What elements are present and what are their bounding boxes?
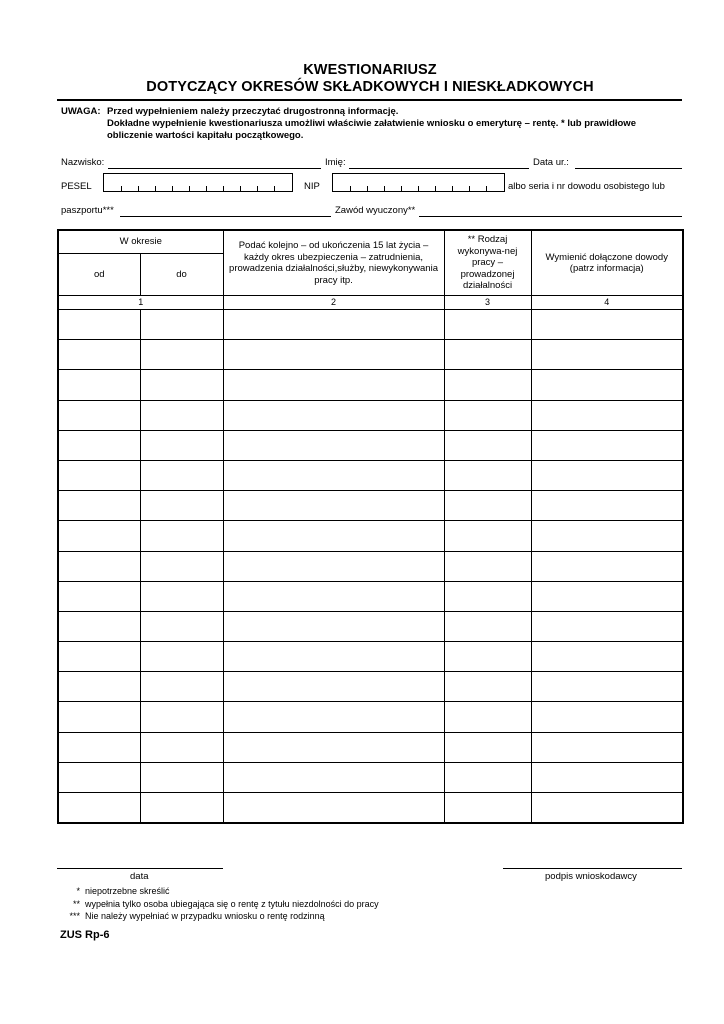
passport-field[interactable]: [120, 216, 331, 217]
work-type-cell[interactable]: [444, 430, 531, 460]
table-row: [58, 551, 683, 581]
documents-cell[interactable]: [531, 611, 683, 641]
nip-digit-tick: [452, 186, 453, 191]
pesel-digit-tick: [274, 186, 275, 191]
documents-header: Wymienić dołączone dowody (patrz informacja): [531, 230, 683, 296]
to-cell[interactable]: [140, 370, 223, 400]
description-cell[interactable]: [223, 702, 444, 732]
table-row: [58, 732, 683, 762]
signature-label: podpis wnioskodawcy: [545, 871, 637, 882]
from-cell[interactable]: [58, 521, 140, 551]
documents-cell[interactable]: [531, 400, 683, 430]
pesel-digit-tick: [257, 186, 258, 191]
work-type-cell[interactable]: [444, 491, 531, 521]
table-row: [58, 400, 683, 430]
nip-digit-tick: [486, 186, 487, 191]
from-cell[interactable]: [58, 370, 140, 400]
documents-cell[interactable]: [531, 642, 683, 672]
documents-cell[interactable]: [531, 793, 683, 824]
profession-field[interactable]: [419, 216, 682, 217]
work-type-cell[interactable]: [444, 642, 531, 672]
pesel-digit-tick: [240, 186, 241, 191]
from-cell[interactable]: [58, 762, 140, 792]
nip-label: NIP: [304, 181, 320, 192]
documents-cell[interactable]: [531, 551, 683, 581]
table-row: [58, 521, 683, 551]
nip-field[interactable]: [332, 173, 505, 192]
table-row: [58, 370, 683, 400]
pesel-digit-tick: [138, 186, 139, 191]
footnote-mark: **: [72, 899, 80, 909]
nip-digit-tick: [435, 186, 436, 191]
table-row: [58, 611, 683, 641]
from-cell[interactable]: [58, 551, 140, 581]
documents-cell[interactable]: [531, 732, 683, 762]
birth-date-field[interactable]: [575, 168, 682, 169]
form-title-line1: KWESTIONARIUSZ: [303, 62, 437, 78]
from-cell[interactable]: [58, 702, 140, 732]
work-type-cell[interactable]: [444, 551, 531, 581]
from-cell[interactable]: [58, 430, 140, 460]
work-type-cell[interactable]: [444, 762, 531, 792]
pesel-digit-tick: [189, 186, 190, 191]
to-cell[interactable]: [140, 732, 223, 762]
nip-digit-tick: [418, 186, 419, 191]
column-number: 4: [531, 296, 683, 310]
to-cell[interactable]: [140, 460, 223, 490]
description-cell[interactable]: [223, 430, 444, 460]
warning-line2: Dokładne wypełnienie kwestionariusza umożliwi właściwie załatwienie wniosku o emeryturę – rentę. * lub prawidłowe: [107, 118, 636, 129]
first-name-field[interactable]: [349, 168, 529, 169]
column-number: 1: [58, 296, 223, 310]
to-cell[interactable]: [140, 400, 223, 430]
passport-label: paszportu***: [61, 205, 114, 216]
date-line: [57, 868, 223, 869]
work-type-cell[interactable]: [444, 793, 531, 824]
profession-label: Zawód wyuczony**: [335, 205, 416, 216]
to-cell[interactable]: [140, 310, 223, 340]
work-type-header: ** Rodzaj wykonywa-nej pracy – prowadzonej działalności: [444, 230, 531, 296]
to-header: do: [140, 254, 223, 296]
column-number: 2: [223, 296, 444, 310]
description-cell[interactable]: [223, 793, 444, 824]
documents-cell[interactable]: [531, 672, 683, 702]
description-cell[interactable]: [223, 551, 444, 581]
pesel-digit-tick: [121, 186, 122, 191]
documents-cell[interactable]: [531, 491, 683, 521]
work-type-cell[interactable]: [444, 521, 531, 551]
from-cell[interactable]: [58, 491, 140, 521]
table-header-row: [58, 230, 683, 254]
footnote-mark: ***: [69, 911, 80, 921]
to-cell[interactable]: [140, 702, 223, 732]
work-type-cell[interactable]: [444, 611, 531, 641]
table-row: [58, 430, 683, 460]
nip-digit-tick: [384, 186, 385, 191]
from-cell[interactable]: [58, 672, 140, 702]
documents-cell[interactable]: [531, 340, 683, 370]
from-cell[interactable]: [58, 340, 140, 370]
description-cell[interactable]: [223, 762, 444, 792]
signature-line: [503, 868, 682, 869]
description-cell[interactable]: [223, 491, 444, 521]
work-type-cell[interactable]: [444, 400, 531, 430]
footnote-text: niepotrzebne skreślić: [85, 886, 170, 896]
periods-table: [57, 229, 684, 824]
description-header: Podać kolejno – od ukończenia 15 lat życia – każdy okres ubezpieczenia – zatrudnienia, prowadzenia działalności,służby, niewykonywania pracy itp.: [223, 230, 444, 296]
documents-cell[interactable]: [531, 581, 683, 611]
work-type-cell[interactable]: [444, 672, 531, 702]
description-cell[interactable]: [223, 672, 444, 702]
to-cell[interactable]: [140, 642, 223, 672]
table-row: [58, 672, 683, 702]
to-cell[interactable]: [140, 762, 223, 792]
nip-digit-tick: [469, 186, 470, 191]
to-cell[interactable]: [140, 521, 223, 551]
documents-cell[interactable]: [531, 310, 683, 340]
to-cell[interactable]: [140, 491, 223, 521]
description-cell[interactable]: [223, 642, 444, 672]
warning-line1: Przed wypełnieniem należy przeczytać drugostronną informację.: [107, 106, 399, 117]
work-type-cell[interactable]: [444, 732, 531, 762]
warning-line3: obliczenie wartości kapitału początkowego.: [107, 130, 304, 141]
documents-cell[interactable]: [531, 430, 683, 460]
to-cell[interactable]: [140, 430, 223, 460]
table-row: [58, 793, 683, 824]
table-row: [58, 491, 683, 521]
description-cell[interactable]: [223, 340, 444, 370]
form-code: ZUS Rp-6: [60, 929, 110, 941]
description-cell[interactable]: [223, 521, 444, 551]
description-cell[interactable]: [223, 460, 444, 490]
work-type-cell[interactable]: [444, 702, 531, 732]
pesel-digit-tick: [206, 186, 207, 191]
to-cell[interactable]: [140, 611, 223, 641]
to-cell[interactable]: [140, 672, 223, 702]
from-cell[interactable]: [58, 581, 140, 611]
documents-cell[interactable]: [531, 370, 683, 400]
description-cell[interactable]: [223, 400, 444, 430]
to-cell[interactable]: [140, 340, 223, 370]
to-cell[interactable]: [140, 581, 223, 611]
footnote-text: Nie należy wypełniać w przypadku wniosku o rentę rodzinną: [85, 911, 325, 921]
from-cell[interactable]: [58, 460, 140, 490]
work-type-cell[interactable]: [444, 581, 531, 611]
from-cell[interactable]: [58, 793, 140, 824]
date-label: data: [130, 871, 149, 882]
surname-field[interactable]: [108, 168, 321, 169]
documents-cell[interactable]: [531, 521, 683, 551]
pesel-digit-tick: [172, 186, 173, 191]
documents-cell[interactable]: [531, 702, 683, 732]
pesel-digit-tick: [155, 186, 156, 191]
work-type-cell[interactable]: [444, 310, 531, 340]
id-document-label: albo seria i nr dowodu osobistego lub: [508, 181, 665, 192]
pesel-label: PESEL: [61, 181, 92, 192]
pesel-digit-tick: [223, 186, 224, 191]
table-row: [58, 340, 683, 370]
table-row: [58, 581, 683, 611]
to-cell[interactable]: [140, 793, 223, 824]
pesel-field[interactable]: [103, 173, 293, 192]
nip-digit-tick: [350, 186, 351, 191]
description-cell[interactable]: [223, 581, 444, 611]
from-cell[interactable]: [58, 400, 140, 430]
from-cell[interactable]: [58, 642, 140, 672]
surname-label: Nazwisko:: [61, 157, 105, 168]
form-title-line2: DOTYCZĄCY OKRESÓW SKŁADKOWYCH I NIESKŁADKOWYCH: [146, 79, 594, 95]
documents-cell[interactable]: [531, 460, 683, 490]
footnote-mark: *: [76, 886, 80, 896]
from-cell[interactable]: [58, 310, 140, 340]
description-cell[interactable]: [223, 611, 444, 641]
description-cell[interactable]: [223, 370, 444, 400]
footnote-text: wypełnia tylko osoba ubiegająca się o rentę z tytułu niezdolności do pracy: [85, 899, 379, 909]
description-cell[interactable]: [223, 310, 444, 340]
column-number-row: [58, 296, 683, 310]
from-header: od: [58, 254, 140, 296]
table-row: [58, 702, 683, 732]
description-cell[interactable]: [223, 732, 444, 762]
table-row: [58, 460, 683, 490]
first-name-label: Imię:: [325, 157, 346, 168]
from-cell[interactable]: [58, 611, 140, 641]
documents-cell[interactable]: [531, 762, 683, 792]
birth-date-label: Data ur.:: [533, 157, 569, 168]
to-cell[interactable]: [140, 551, 223, 581]
work-type-cell[interactable]: [444, 340, 531, 370]
from-cell[interactable]: [58, 732, 140, 762]
table-row: [58, 642, 683, 672]
table-row: [58, 310, 683, 340]
period-header: W okresie: [58, 230, 223, 254]
nip-digit-tick: [367, 186, 368, 191]
table-row: [58, 762, 683, 792]
work-type-cell[interactable]: [444, 460, 531, 490]
title-divider: [57, 99, 682, 101]
warning-label: UWAGA:: [61, 106, 101, 117]
work-type-cell[interactable]: [444, 370, 531, 400]
column-number: 3: [444, 296, 531, 310]
nip-digit-tick: [401, 186, 402, 191]
